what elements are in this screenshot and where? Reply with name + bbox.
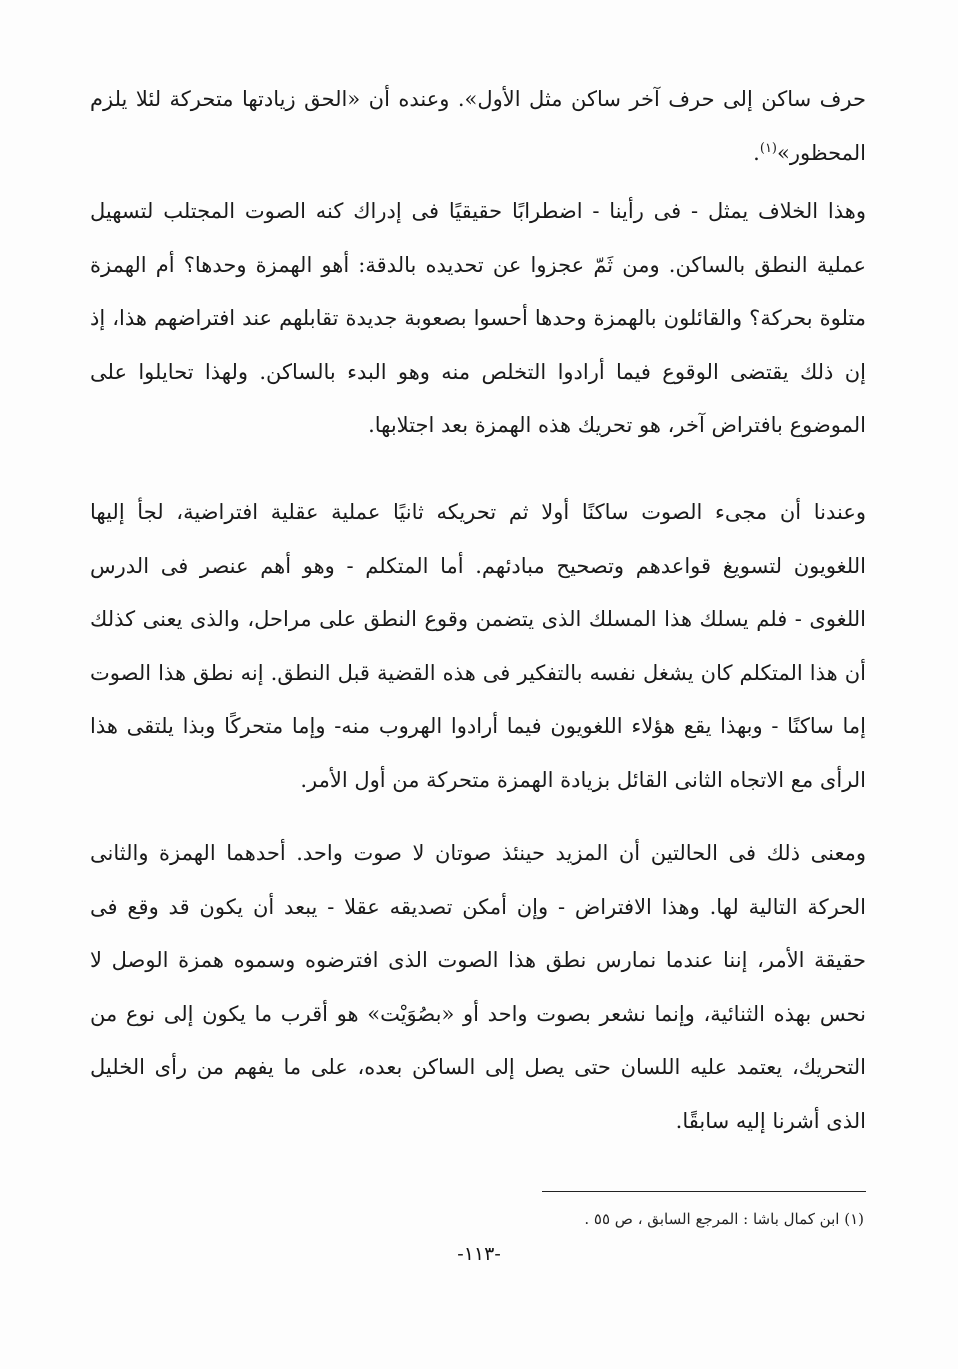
footnote-reference: (١) <box>759 140 777 156</box>
paragraph-text: حرف ساكن إلى حرف آخر ساكن مثل الأول». وعنده أن «الحق زيادتها متحركة لئلا يلزم المحظور» <box>90 87 866 165</box>
footnote: (١) ابن كمال باشا : المرجع السابق ، ص ٥٥ . <box>584 1210 864 1228</box>
footnote-divider <box>542 1191 866 1192</box>
paragraph-continuation: حرف ساكن إلى حرف آخر ساكن مثل الأول». وعنده أن «الحق زيادتها متحركة لئلا يلزم المحظور»$^{(١)}$. <box>90 87 866 165</box>
paragraph-conclusion: ومعنى ذلك فى الحالتين أن المزيد حينئذ صوتان لا صوت واحد. أحدهما الهمزة والثانى الحركة التالية لها. وهذا الافتراض - وإن أمكن تصديقه عقلا - يبعد أن يكون قد وقع فى حقيقة الأمر، إننا عندما نمارس نطق هذا الصوت الذى افترضوه وسموه همزة الوصل لا نحس بهذه الثنائية، وإنما نشعر بصوت واحد أو «بصُوَيْت» هو أقرب ما يكون إلى نوع من التحريك، يعتمد عليه اللسان حتى يصل إلى الساكن بعده، على ما يفهم من رأى الخليل الذى أشرنا إليه سابقًا. <box>90 841 866 1133</box>
paragraph-disagreement: وهذا الخلاف يمثل - فى رأينا - اضطرابًا حقيقيًا فى إدراك كنه الصوت المجتلب لتسهيل عملية النطق بالساكن. ومن ثَمّ عجزوا عن تحديده بالدقة: أهو الهمزة وحدها؟ أم الهمزة متلوة بحركة؟ والقائلون بالهمزة وحدها أحسوا بصعوبة جديدة تقابلهم عند افتراضهم هذا، إذ إن ذلك يقتضى الوقوع فيما أرادوا التخلص منه وهو البدء بالساكن. ولهذا تحايلوا على الموضوع بافتراض آخر، هو تحريك هذه الهمزة بعد اجتلابها. <box>90 199 866 438</box>
page-number: -١١٣- <box>457 1243 501 1265</box>
paragraph-hypothesis: وعندنا أن مجىء الصوت ساكنًا أولا ثم تحريكه ثانيًا عملية عقلية افتراضية، لجأ إليها اللغويون لتسويغ قواعدهم وتصحيح مبادئهم. أما المتكلم - وهو أهم عنصر فى الدرس اللغوى - فلم يسلك هذا المسلك الذى يتضمن وقوع النطق على مراحل، والذى يعنى كذلك أن هذا المتكلم كان يشغل نفسه بالتفكير فى هذه القضية قبل النطق. إنه نطق هذا الصوت إما ساكنًا - وبهذا يقع هؤلاء اللغويون فيما أرادوا الهروب منه- وإما متحركًا وبذا يلتقى هذا الرأى مع الاتجاه الثانى القائل بزيادة الهمزة متحركة من أول الأمر. <box>90 500 867 792</box>
